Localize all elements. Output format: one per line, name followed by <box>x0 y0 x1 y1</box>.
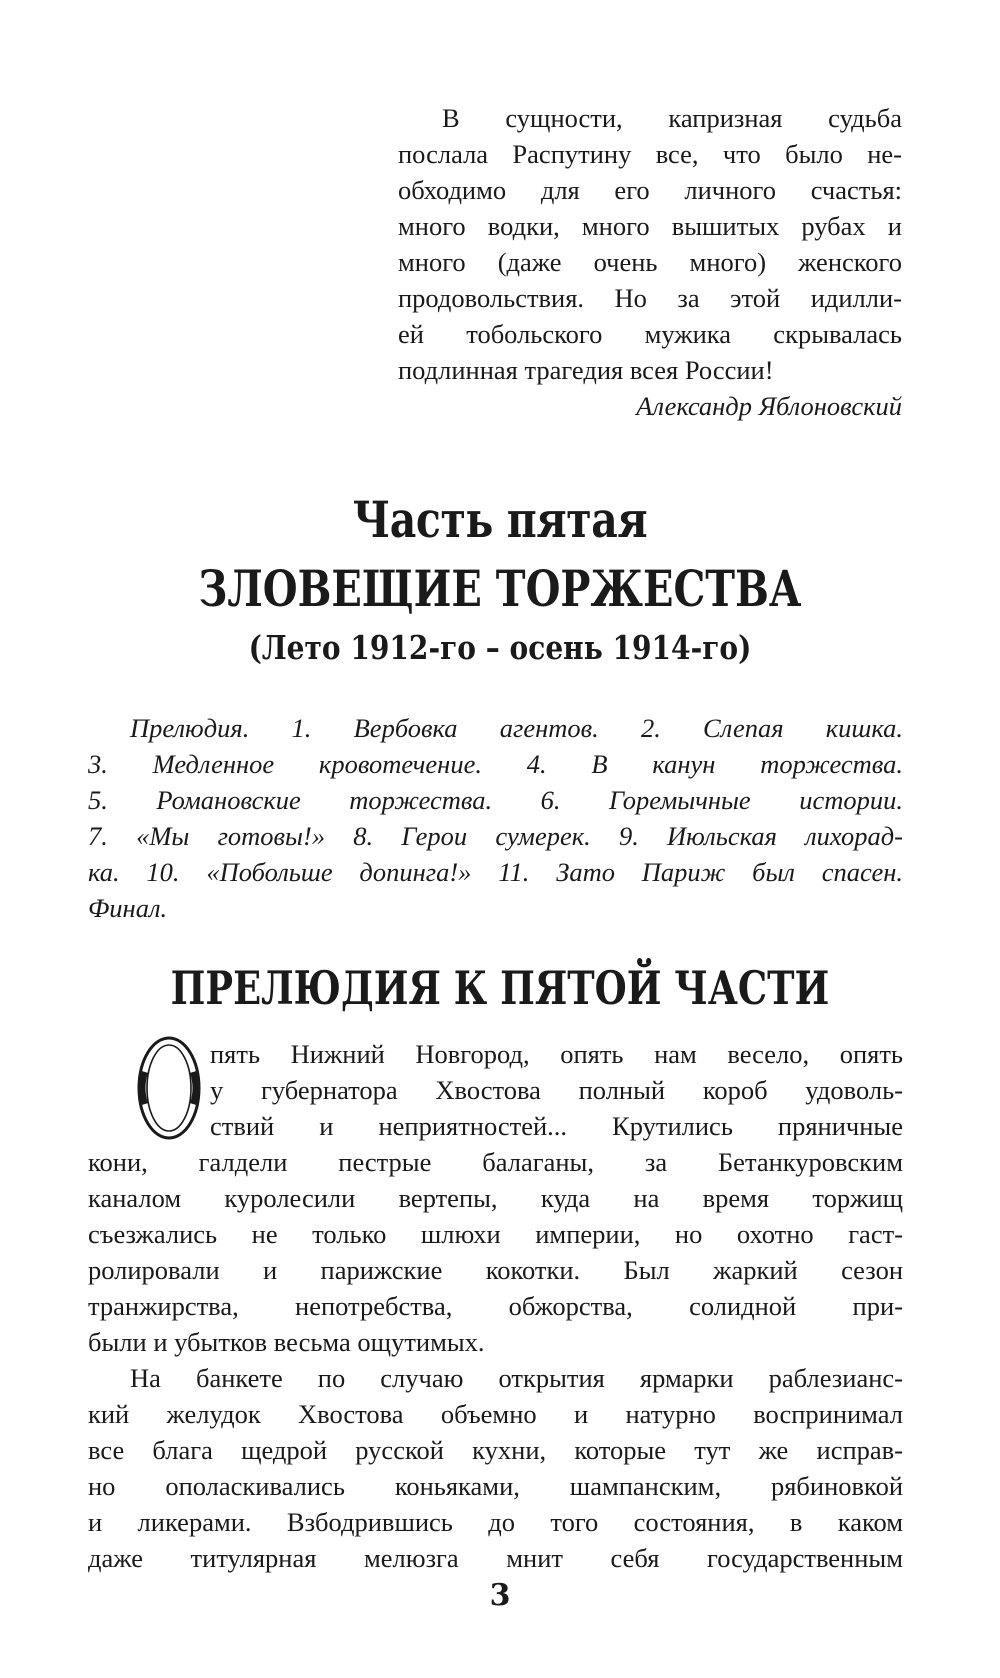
part-contents <box>88 710 903 926</box>
contents-line: 5. Романовские торжества. 6. Горемычные истории. <box>88 785 903 815</box>
prelude-heading: ПРЕЛЮДИЯ К ПЯТОЙ ЧАСТИ <box>170 961 830 1015</box>
epigraph-line: много (даже очень много) женского <box>398 247 902 277</box>
body-line: у губернатора Хвостова полный короб удоволь- <box>210 1075 903 1105</box>
contents-line: 7. «Мы готовы!» 8. Герои сумерек. 9. Июльская лихорад- <box>88 821 903 851</box>
body-line: съезжались не только шлюхи империи, но охотно гаст- <box>88 1219 903 1249</box>
epigraph-line: ей тобольского мужика скрывалась <box>398 319 902 349</box>
epigraph-line: обходимо для его личного счастья: <box>398 175 902 205</box>
contents-line: Финал. <box>88 893 168 923</box>
body-line: но ополаскивались коньяками, шампанским, рябиновкой <box>88 1471 903 1501</box>
epigraph <box>398 100 902 424</box>
body-line: пять Нижний Новгород, опять нам весело, опять <box>210 1039 903 1069</box>
page-number: 3 <box>489 1578 511 1613</box>
body-line: транжирства, непотребства, обжорства, солидной при- <box>88 1291 903 1321</box>
epigraph-line: много водки, много вышитых рубах и <box>398 211 902 241</box>
epigraph-line: подлинная трагедия всея России! <box>398 355 774 385</box>
body-line: ролировали и парижские кокотки. Был жаркий сезон <box>88 1255 903 1285</box>
epigraph-line: В сущности, капризная судьба <box>442 103 902 133</box>
prelude-body <box>88 1036 903 1576</box>
epigraph-author: Александр Яблоновский <box>636 391 902 421</box>
part-title-block <box>0 490 1000 670</box>
body-line: кони, галдели пестрые балаганы, за Бетанкуровским <box>88 1147 903 1177</box>
contents-line: 3. Медленное кровотечение. 4. В канун торжества. <box>88 749 903 779</box>
drop-cap-text: О <box>168 1092 170 1093</box>
body-line: ствий и неприятностей... Крутились пряничные <box>210 1111 903 1141</box>
body-line: даже титулярная мелюзга мнит себя государственным <box>88 1543 903 1573</box>
body-line: кий желудок Хвостова объемно и натурно воспринимал <box>88 1399 903 1429</box>
body-line: были и убытков весьма ощутимых. <box>88 1327 485 1357</box>
epigraph-line: продовольствия. Но за этой идилли- <box>398 283 902 313</box>
body-line: и ликерами. Взбодрившись до того состояния, в каком <box>88 1507 903 1537</box>
body-line: На банкете по случаю открытия ярмарки раблезианс- <box>130 1363 903 1393</box>
part-title: ЗЛОВЕЩИЕ ТОРЖЕСТВА <box>198 559 802 618</box>
contents-line: Прелюдия. 1. Вербовка агентов. 2. Слепая кишка. <box>130 713 903 743</box>
body-line: все блага щедрой русской кухни, которые тут же исправ- <box>88 1435 903 1465</box>
part-dates: (Лето 1912-го – осень 1914-го) <box>248 628 752 667</box>
epigraph-line: послала Распутину все, что было не- <box>398 139 902 169</box>
body-line: каналом куролесили вертепы, куда на время торжищ <box>88 1183 903 1213</box>
part-label: Часть пятая <box>352 490 648 549</box>
contents-line: ка. 10. «Побольше допинга!» 11. Зато Париж был спасен. <box>88 857 903 887</box>
